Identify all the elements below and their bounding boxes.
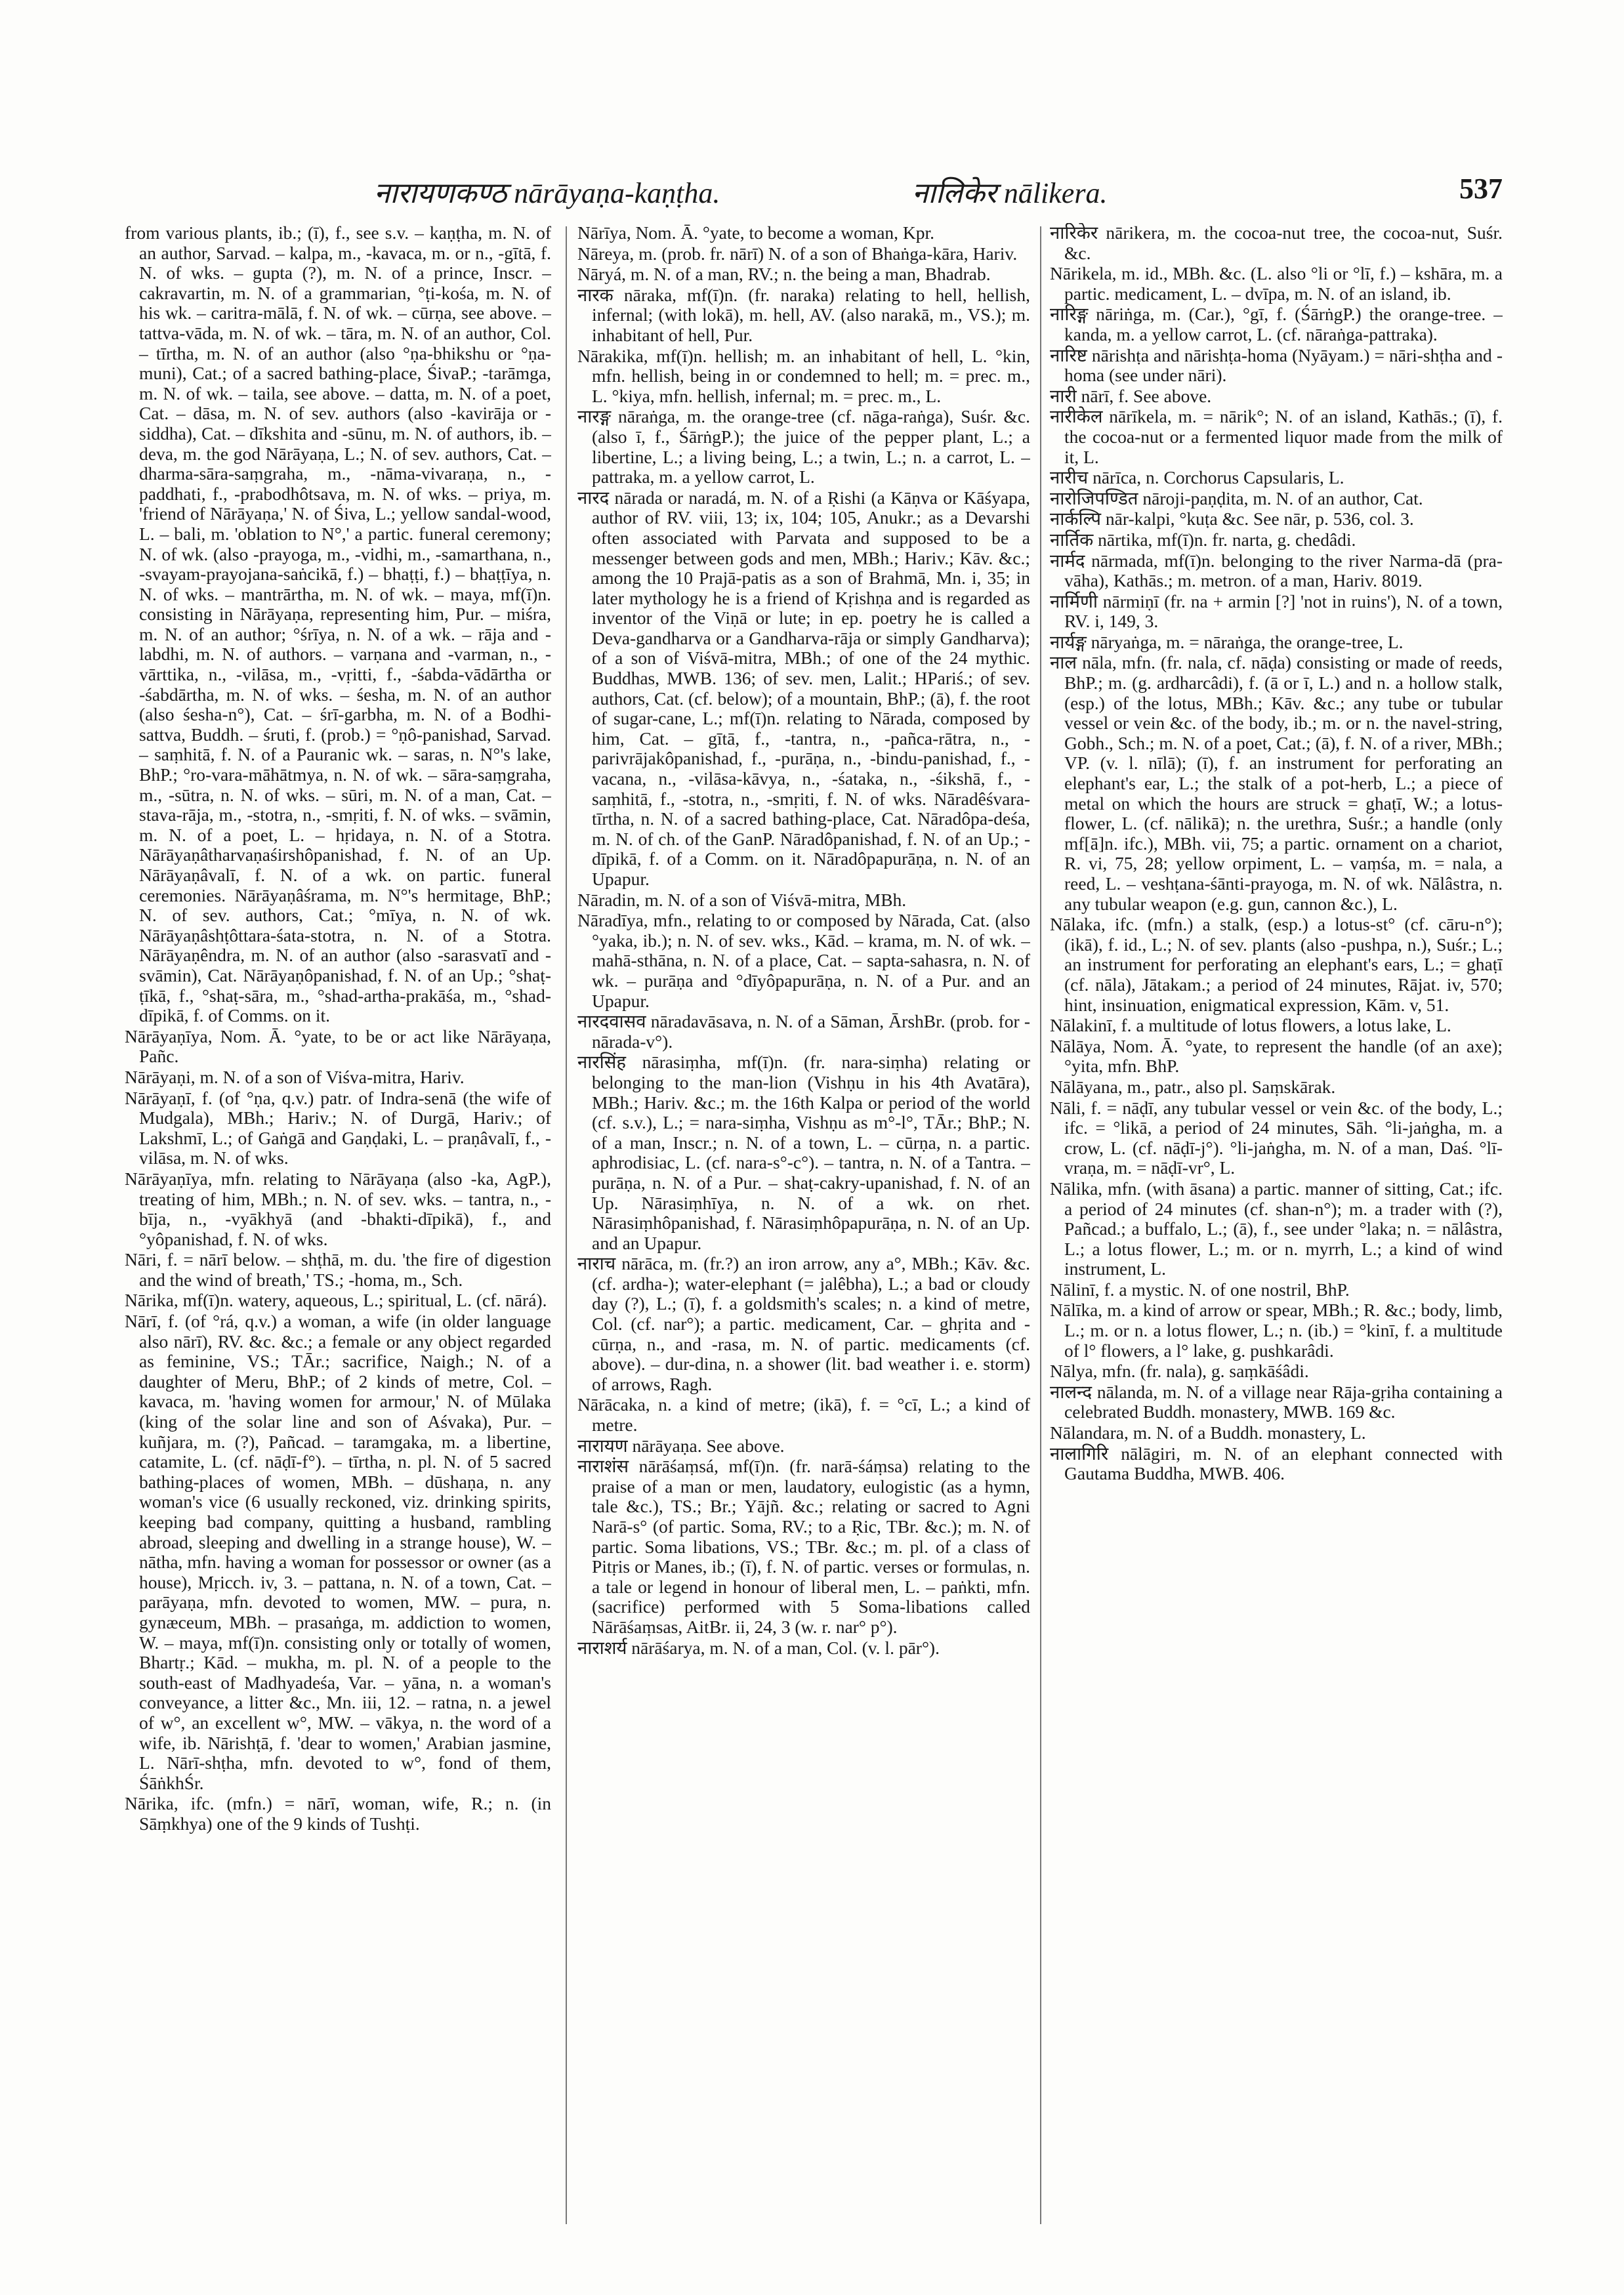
dictionary-entry: Nālika, mfn. (with āsana) a partic. manner of sitting, Cat.; ifc. a period of 24 minutes (cf. shan-n°); m. a trader with (?), Pañcad.; a buffalo, L.; (ā), f., see under °laka; n. = nālâstra, L.; a lotus flower, L.; m. or n. myrrh, L.; a kind of wind instrument, L. (1050, 1178, 1503, 1279)
column-divider-1 (566, 226, 567, 2224)
dictionary-entry: Nārāyaṇīya, mfn. relating to Nārāyaṇa (also -ka, AgP.), treating of him, MBh.; n. N. of sev. wks. – tantra, n., -bīja, n., -vyākhyā (and -bhakti-dīpikā), f., and °yôpanishad, f. N. of wks. (125, 1168, 551, 1249)
dictionary-entry: नारिकेर nārikera, m. the cocoa-nut tree, the cocoa-nut, Suśr. &c. (1050, 223, 1503, 263)
dictionary-entry: Nārī, f. (of °rá, q.v.) a woman, a wife (in older language also nārī), RV. &c. &c.; a female or any object regarded as feminine, VS.; TĀr.; sacrifice, Naigh.; N. of a daughter of Meru, BhP.; of 2 kinds of metre, Col. – kavaca, m. 'having women for armour,' N. of Mūlaka (king of the solar line and son of Aśvaka), Pur. – kuñjara, m. (?), Pañcad. – taramgaka, m. a libertine, catamite, L. (cf. nāḍī-f°). – tīrtha, n. pl. N. of 5 sacred bathing-places of women, MBh. – dūshaṇa, n. any woman's vice (6 usually reckoned, viz. drinking spirits, keeping bad company, quitting a husband, rambling abroad, sleeping and dwelling in a strange house), W. – nātha, mfn. having a woman for possessor or owner (as a house), Mṛicch. iv, 3. – pattana, n. N. of a town, Cat. – parāyaṇa, mfn. devoted to women, MW. – pura, n. gynæceum, MBh. – prasaṅga, m. addiction to women, W. – maya, mf(ī)n. consisting only or totally of women, Bhartṛ.; Kād. – mukha, m. pl. N. of a people to the south-east of Madhyadeśa, Var. – yāna, n. a woman's conveyance, a litter &c., Mn. iii, 12. – ratna, n. a jewel of w°, an excellent w°, MW. – vākya, n. the word of a wife, ib. Nārishṭā, f. 'dear to women,' Arabian jasmine, L. Nārī-shṭha, mfn. devoted to w°, fond of them, ŚāṅkhŚr. (125, 1311, 551, 1793)
dictionary-entry: Nāradīya, mfn., relating to or composed by Nārada, Cat. (also °yaka, ib.); n. N. of sev. wks., Kād. – krama, m. N. of wk. – mahā-sthāna, n. N. of a place, Cat. – sapta-sahasra, n. N. of wk. – purāṇa and °dīyôpapurāṇa, n. N. of a Pur. and an Upapur. (577, 910, 1030, 1011)
dictionary-entry: Nālāyana, m., patr., also pl. Saṃskārak. (1050, 1076, 1336, 1097)
dictionary-entry: Nārika, mf(ī)n. watery, aqueous, L.; spiritual, L. (cf. nārá). (125, 1290, 547, 1311)
dictionary-entry: Nārīya, Nom. Ā. °yate, to become a woman, Kpr. (577, 223, 935, 243)
page-header (125, 172, 1503, 218)
dictionary-entry: Nārakika, mf(ī)n. hellish; m. an inhabitant of hell, L. °kin, mfn. hellish, being in or condemned to hell; m. = prec. m., L. °kiya, mfn. hellish, infernal; m. = prec. m., L. (577, 345, 1030, 406)
dictionary-entry: Nālandara, m. N. of a Buddh. monastery, L. (1050, 1422, 1366, 1443)
dictionary-entry: नार्कल्पि nār-kalpi, °kuṭa &c. See nār, p. 536, col. 3. (1050, 508, 1414, 529)
dictionary-entry: नालागिरि nālāgiri, m. N. of an elephant connected with Gautama Buddha, MWB. 406. (1050, 1443, 1503, 1484)
dictionary-entry: नारिष्ट nārishṭa and nārishṭa-homa (Nyāyam.) = nāri-shṭha and -homa (see under nāri). (1050, 344, 1503, 386)
dictionary-entry: नारीकेल nārīkela, m. = nārik°; N. of an island, Kathās.; (ī), f. the cocoa-nut or a fermented liquor made from the milk of it, L. (1050, 406, 1503, 467)
dictionary-entry: नालन्द nālanda, m. N. of a village near Rāja-gṛiha containing a celebrated Buddh. monastery, MWB. 169 &c. (1050, 1381, 1503, 1422)
dictionary-entry: नाराशर्य nārāśarya, m. N. of a man, Col. (v. l. pār°). (577, 1637, 940, 1658)
page-number: 537 (1459, 173, 1503, 205)
dictionary-entry: नारायण nārāyaṇa. See above. (577, 1435, 785, 1456)
dictionary-entry: नारीच nārīca, n. Corchorus Capsularis, L. (1050, 467, 1344, 488)
dictionary-entry: नारदवासव nāradavāsava, n. N. of a Sāman, ĀrshBr. (prob. for -nārada-v°). (577, 1011, 1030, 1052)
dictionary-entry: नारी nārī, f. See above. (1050, 385, 1212, 406)
dictionary-entry: Nālakinī, f. a multitude of lotus flowers, a lotus lake, L. (1050, 1015, 1451, 1036)
dictionary-entry: नाराच nārāca, m. (fr.?) an iron arrow, any a°, MBh.; Kāv. &c. (cf. ardha-); water-elephant (= jalêbha), L.; a bad or cloudy day (?), L.; (ī), f. a goldsmith's scales; n. a kind of metre, Col. (cf. nar°); a partic. medicament, Car. – ghṛita and -cūrṇa, n., and -rasa, m. N. of partic. medicaments (cf. above). – dur-dina, n. a shower (lit. bad weather i. e. storm) of arrows, Ragh. (577, 1253, 1030, 1394)
dictionary-entry: Nālāya, Nom. Ā. °yate, to represent the handle (of an axe); °yita, mfn. BhP. (1050, 1035, 1503, 1077)
dictionary-entry: Nālīka, m. a kind of arrow or spear, MBh.; R. &c.; body, limb, L.; m. or n. a lotus flower, L.; n. (ib.) = °kinī, f. a multitude of l° flowers, a l° lake, g. pushkarâdi. (1050, 1300, 1503, 1361)
dictionary-entry: Nālya, mfn. (fr. nala), g. saṃkāśâdi. (1050, 1361, 1309, 1382)
dictionary-entry: Nārāyaṇi, m. N. of a son of Viśva-mitra, Hariv. (125, 1066, 465, 1087)
dictionary-entry: Nāryá, m. N. of a man, RV.; n. the being a man, Bhadrab. (577, 264, 991, 285)
dictionary-entry: from various plants, ib.; (ī), f., see s.v. – kaṇṭha, m. N. of an author, Sarvad. – kalpa, m., -kavaca, m. or n., -gītā, f. N. of wks. – gupta (?), m. N. of a prince, Inscr. – cakravartin, m. N. of a grammarian, °ṭi-kośa, m. N. of his wk. – caritra-mālā, f. N. of wk. – cūrṇa, see above. – tattva-vāda, m. N. of wk. – tāra, m. N. of an author, Col. – tīrtha, m. N. of an author (also °ṇa-bhikshu or °ṇa-muni), Cat.; of a sacred bathing-place, ŚivaP.; -tarāmga, m. N. of wk. – taila, see above. – datta, m. N. of a poet, Cat. – dāsa, m. N. of sev. authors (also -kavirāja or -siddha), Cat. – dīkshita and -sūnu, m. N. of authors, ib. – deva, m. the god Nārāyaṇa, L.; N. of sev. authors, Cat. – dharma-sāra-saṃgraha, m., -nāma-vivaraṇa, n., -paddhati, f., -prabodhôtsava, m. N. of wks. – priya, m. 'friend of Nārāyaṇa,' N. of Śiva, L.; yellow sandal-wood, L. – bali, m. 'oblation to N°,' a partic. funeral ceremony; N. of wk. (also -prayoga, m., -vidhi, m., -samarthana, n., -svayam-prayojana-saṅcikā, f.) – bhaṭṭi, f.) – bhaṭṭīya, n. N. of wks. – mantrārtha, m. N. of wk. – maya, mf(ī)n. consisting in Nārāyaṇa, representing him, Pur. – miśra, m. N. of an author; °śrīya, n. N. of a wk. – rāja and -labdhi, m. N. of authors. – varṇana and -varman, n., -vārttika, n., -vilāsa, m., -vṛitti, f., -śabda-vādārtha or -śabdārtha, m. N. of wks. – śesha, m. N. of an author (also śesha-n°), Cat. – śrī-garbha, m. N. of a Bodhi-sattva, Buddh. – śruti, f. (prob.) = °ṇô-panishad, Sarvad. – saṃhitā, f. N. of a Pauranic wk. – saras, n. N°'s lake, BhP.; °ro-vara-māhātmya, n. N. of wk. – sāra-saṃgraha, m., -sūtra, n. N. of wks. – sūri, m. N. of a man, Cat. – stava-rāja, m., -stotra, n., -smṛiti, f. N. of wks. – svāmin, m. N. of a poet, L. – hṛidaya, n. N. of a Stotra. Nārāyaṇâtharvaṇaśirshôpanishad, f. N. of an Up. Nārāyaṇâvalī, f. N. of a wk. on partic. funeral ceremonies. Nārāyaṇâśrama, m. N°'s hermitage, BhP.; N. of sev. authors, Cat.; °mīya, n. N. of wk. Nārāyaṇâshṭôttara-śata-stotra, n. N. of a Stotra. Nārāyaṇêndra, m. N. of an author (also -sarasvatī and -svāmin), Cat. Nārāyaṇôpanishad, f. N. of an Up.; °shaṭ-ṭīkā, f., °shaṭ-sāra, m., °shad-artha-prakāśa, m., °shad-dīpikā, f. of Comms. on it. (125, 223, 551, 1026)
dictionary-entry: नारद nārada or naradá, m. N. of a Ṛishi (a Kāṇva or Kāśyapa, author of RV. viii, 13; ix, 104; 105, Anukr.; as a Devarshi often associated with Parvata and supposed to be a messenger between gods and men, MBh.; Hariv.; Kāv. &c.; among the 10 Prajā-patis as a son of Brahmā, Mn. i, 35; in later mythology he is a friend of Kṛishṇa and is regarded as inventor of the Viṇā or lute; in ep. poetry he is called a Deva-gandharva or a Gandharva-rāja or simply Gandharva); of a son of Viśvā-mitra, MBh.; of one of the 24 mythic. Buddhas, MWB. 136; of sev. men, Lalit.; HPariś.; of sev. authors, Cat. (cf. below); of a mountain, BhP.; (ā), f. the root of sugar-cane, L.; mf(ī)n. relating to Nārada, composed by him, Cat. – gītā, f., -tantra, n., -pañca-rātra, n., -parivrājakôpanishad, f., -purāṇa, n., -bindu-panishad, f., -vacana, n., -vilāsa-kāvya, n., -śataka, n., -śikshā, f., -saṃhitā, f., -stotra, n., -smṛiti, f. N. of wks. Nāradêśvara-tīrtha, n. N. of a sacred bathing-place, Cat. Nāradôpa-deśa, m. N. of ch. of the GanP. Nāradôpanishad, f. N. of an Up.; -dīpikā, f. of a Comm. on it. Nāradôpapurāṇa, n. N. of an Upapur. (577, 487, 1030, 889)
column-1 (125, 223, 551, 2231)
dictionary-entry: Nārikela, m. id., MBh. &c. (L. also °li or °lī, f.) – kshāra, m. a partic. medicament, L. – dvīpa, m. N. of an island, ib. (1050, 263, 1503, 304)
dictionary-entry: नाल nāla, mfn. (fr. nala, cf. nāḍa) consisting or made of reeds, BhP.; m. (g. ardharcâdi), f. (ā or ī, L.) and n. a hollow stalk, (esp.) of the lotus, MBh.; Kāv. &c.; any tube or tubular vessel or vein &c. of the body, ib.; m. or n. the navel-string, Gobh., Sch.; m. N. of a poet, Cat.; (ā), f. N. of a river, MBh.; VP. (v. l. nīlā); (ī), f. an instrument for perforating an elephant's ear, L.; the stalk of a pot-herb, L.; a piece of metal on which the hours are struck = ghaṭī, W.; a lotus-flower, L. (cf. nālikā); n. the urethra, Suśr.; a handle (only mf[ā]n. ifc.), MBh. vii, 75; a partic. ornament on a chariot, R. vi, 75, 28; yellow orpiment, L. – vaṃśa, m. = nala, a reed, L. – veshṭana-śānti-prayoga, m. N. of wk. Nālâstra, n. any tubular weapon (e.g. gun, cannon &c.), L. (1050, 652, 1503, 914)
dictionary-entry: नार्मद nārmada, mf(ī)n. belonging to the river Narma-dā (pra-vāha), Kathās.; m. metron. of a man, Hariv. 8019. (1050, 550, 1503, 591)
dictionary-entry: नारोजिपण्डित nāroji-paṇḍita, m. N. of an author, Cat. (1050, 487, 1423, 508)
dictionary-entry: नार्यङ्ग nāryaṅga, m. = nāraṅga, the orange-tree, L. (1050, 631, 1404, 652)
column-2 (577, 223, 1030, 2231)
column-divider-2 (1040, 226, 1041, 2224)
dictionary-entry: नारङ्ग nāraṅga, m. the orange-tree (cf. nāga-raṅga), Suśr. &c. (also ī, f., ŚārṅgP.); the juice of the pepper plant, L.; a libertine, L.; a living being, L.; a twin, L.; n. a carrot, L. – pattraka, m. a yellow carrot, L. (577, 406, 1030, 487)
dictionary-entry: Nālinī, f. a mystic. N. of one nostril, BhP. (1050, 1279, 1350, 1300)
running-head-center: नालिकेर nālikera. (912, 177, 1108, 209)
dictionary-entry: नारसिंह nārasiṃha, mf(ī)n. (fr. nara-siṃha) relating or belonging to the man-lion (Vishṇu in his 4th Avatāra), MBh.; Hariv. &c.; m. the 16th Kalpa or period of the world (cf. s.v.), L.; = nara-siṃha, Vishṇu as m°-l°, TĀr.; BhP.; N. of a man, Inscr.; n. N. of a town, L. – cūrṇa, n. a partic. aphrodisiac, L. (cf. nara-s°-c°). – tantra, n. N. of a Tantra. – purāṇa, n. N. of a Pur. – shaṭ-cakry-upanishad, f. N. of an Up. Nārasiṃhīya, n. N. of a wk. on rhet. Nārasiṃhôpanishad, f. Nārasiṃhôpapurāṇa, n. N. of an Up. and an Upapur. (577, 1052, 1030, 1253)
dictionary-entry: नारक nāraka, mf(ī)n. (fr. naraka) relating to hell, hellish, infernal; (with lokā), m. hell, AV. (also narakā, m., VS.); m. inhabitant of hell, Pur. (577, 284, 1030, 345)
dictionary-entry: नार्मिणी nārmiṇī (fr. na + armin [?] 'not in ruins'), N. of a town, RV. i, 149, 3. (1050, 590, 1503, 632)
dictionary-entry: नार्तिक nārtika, mf(ī)n. fr. narta, g. chedâdi. (1050, 529, 1356, 550)
dictionary-entry: Nārāyaṇī, f. (of °ṇa, q.v.) patr. of Indra-senā (the wife of Mudgala), MBh.; Hariv.; N. of Durgā, Hariv.; of Lakshmī, L.; of Gaṅgā and Gaṇḍaki, L. – praṇâvalī, f., -vilāsa, m. N. of wks. (125, 1087, 551, 1168)
dictionary-entry: Nāli, f. = nāḍī, any tubular vessel or vein &c. of the body, L.; ifc. = °likā, a period of 24 minutes, Sāh. °li-jaṅgha, m. a crow, L. (cf. nāḍī-j°). °li-jaṅgha, m. N. of a man, Daś. °lī-vraṇa, m. = nāḍī-vr°, L. (1050, 1097, 1503, 1178)
dictionary-entry: नाराशंस nārāśaṃsá, mf(ī)n. (fr. narā-śáṃsa) relating to the praise of a man or men, laudatory, eulogistic (as a hymn, tale &c.), TS.; Br.; Yājñ. &c.; relating or sacred to Agni Narā-s° (of partic. Soma, RV.; to a Ṛic, TBr. &c.); m. N. of partic. Soma libations, VS.; TBr. &c.; m. pl. of a class of Pitṛis or Manes, ib.; (ī), f. N. of partic. verses or formulas, n. a tale or legend in honour of liberal men, L. – paṅkti, mfn. (sacrifice) performed with 5 Soma-libations called Nārāśaṃsas, AitBr. ii, 24, 3 (w. r. nar° p°). (577, 1456, 1030, 1637)
running-head-left: नारायणकण्ठ nārāyaṇa-kaṇṭha. (374, 177, 720, 209)
dictionary-entry: नारिङ्ग nāriṅga, m. (Car.), °gī, f. (ŚārṅgP.) the orange-tree. – kanda, m. a yellow carrot, L. (cf. nāraṅga-pattraka). (1050, 304, 1503, 344)
dictionary-entry: Nālaka, ifc. (mfn.) a stalk, (esp.) a lotus-st° (cf. cāru-n°); (ikā), f. id., L.; N. of sev. plants (also -pushpa, n.), Suśr.; L.; an instrument for perforating an elephant's ears, L.; = ghaṭī (cf. nāla), Jātakam.; a period of 24 minutes, Rājat. iv, 570; hint, insinuation, enigmatical expression, Kām. v, 51. (1050, 914, 1503, 1015)
dictionary-entry: Nārāyaṇīya, Nom. Ā. °yate, to be or act like Nārāyaṇa, Pañc. (125, 1025, 551, 1067)
column-3 (1050, 223, 1503, 2231)
dictionary-entry: Nārika, ifc. (mfn.) = nārī, woman, wife, R.; n. (in Sāṃkhya) one of the 9 kinds of Tushṭi. (125, 1793, 551, 1834)
dictionary-entry: Nāradin, m. N. of a son of Viśvā-mitra, MBh. (577, 889, 907, 910)
dictionary-entry: Nāri, f. = nārī below. – shṭhā, m. du. 'the fire of digestion and the wind of breath,' TS.; -homa, m., Sch. (125, 1249, 551, 1290)
dictionary-entry: Nārācaka, n. a kind of metre; (ikā), f. = °cī, L.; a kind of metre. (577, 1394, 1030, 1436)
dictionary-entry: Nāreya, m. (prob. fr. nārī) N. of a son of Bhaṅga-kāra, Hariv. (577, 243, 1018, 264)
